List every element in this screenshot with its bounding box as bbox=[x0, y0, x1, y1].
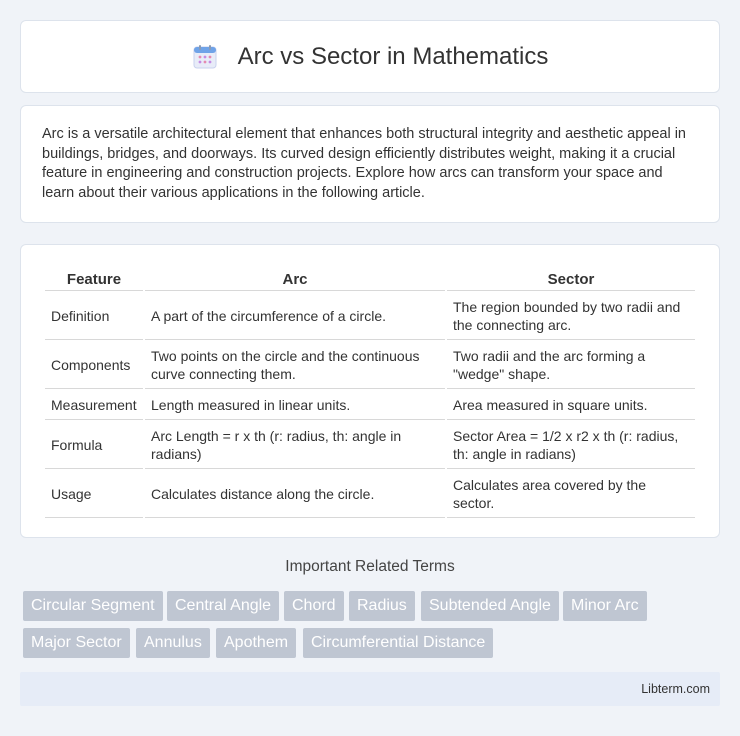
intro-card bbox=[20, 105, 720, 223]
header-sector: Sector bbox=[447, 267, 695, 291]
cell-arc: Length measured in linear units. bbox=[145, 391, 445, 420]
tag-major-sector[interactable]: Major Sector bbox=[23, 628, 130, 658]
tag-minor-arc[interactable]: Minor Arc bbox=[563, 591, 647, 621]
tag-central-angle[interactable]: Central Angle bbox=[167, 591, 279, 621]
cell-arc: Arc Length = r x th (r: radius, th: angle in radians) bbox=[145, 422, 445, 469]
header-feature: Feature bbox=[45, 267, 143, 291]
table-row bbox=[45, 471, 695, 518]
title-card bbox=[20, 20, 720, 93]
page-title: Arc vs Sector in Mathematics bbox=[237, 42, 549, 70]
cell-feature: Components bbox=[45, 342, 143, 389]
cell-feature: Formula bbox=[45, 422, 143, 469]
cell-sector: Area measured in square units. bbox=[447, 391, 695, 420]
table-header-row bbox=[45, 267, 695, 291]
tag-radius[interactable]: Radius bbox=[349, 591, 415, 621]
cell-arc: Two points on the circle and the continuous curve connecting them. bbox=[145, 342, 445, 389]
cell-sector: The region bounded by two radii and the connecting arc. bbox=[447, 293, 695, 340]
tag-annulus[interactable]: Annulus bbox=[136, 628, 210, 658]
tag-circular-segment[interactable]: Circular Segment bbox=[23, 591, 163, 621]
intro-text: Arc is a versatile architectural element that enhances both structural integrity and aesthetic appeal in buildings, bridges, and doorways. Its curved design efficiently distributes weight, making it a crucial feature in engineering and construction projects. Explore how arcs can transform your space and learn about their various applications in the following article. bbox=[42, 126, 686, 201]
tag-chord[interactable]: Chord bbox=[284, 591, 344, 621]
related-terms-title: Important Related Terms bbox=[285, 558, 455, 575]
footer bbox=[20, 672, 720, 706]
tag-circumferential-distance[interactable]: Circumferential Distance bbox=[303, 628, 493, 658]
tag-apothem[interactable]: Apothem bbox=[216, 628, 296, 658]
cell-arc: A part of the circumference of a circle. bbox=[145, 293, 445, 340]
cell-feature: Definition bbox=[45, 293, 143, 340]
footer-site-link[interactable]: Libterm.com bbox=[641, 682, 710, 696]
cell-feature: Measurement bbox=[45, 391, 143, 420]
cell-arc: Calculates distance along the circle. bbox=[145, 471, 445, 518]
cell-feature: Usage bbox=[45, 471, 143, 518]
header-arc: Arc bbox=[145, 267, 445, 291]
table-row bbox=[45, 391, 695, 420]
cell-sector: Calculates area covered by the sector. bbox=[447, 471, 695, 518]
comparison-table-card bbox=[20, 244, 720, 538]
table-row bbox=[45, 293, 695, 340]
cell-sector: Two radii and the arc forming a "wedge" shape. bbox=[447, 342, 695, 389]
tag-subtended-angle[interactable]: Subtended Angle bbox=[421, 591, 559, 621]
cell-sector: Sector Area = 1/2 x r2 x th (r: radius, th: angle in radians) bbox=[447, 422, 695, 469]
comparison-table bbox=[43, 265, 697, 520]
table-row bbox=[45, 422, 695, 469]
table-row bbox=[45, 342, 695, 389]
calendar-icon bbox=[192, 44, 218, 70]
